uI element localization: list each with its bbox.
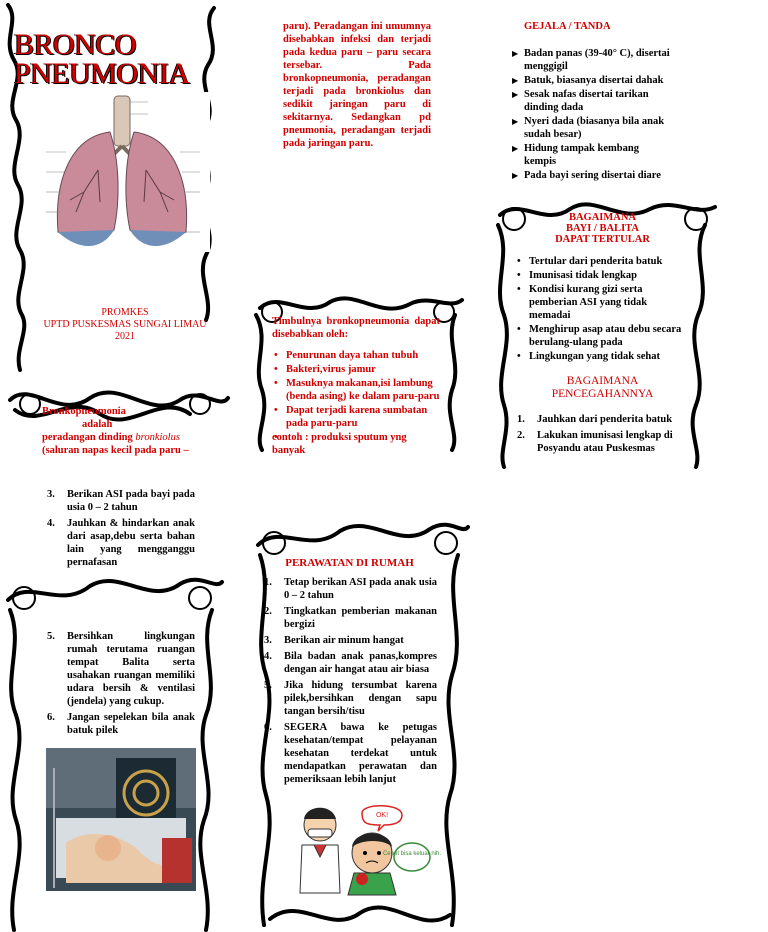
cartoon-bubble-2: Cepet bisa keluar nih. bbox=[382, 851, 442, 857]
symptoms-heading: GEJALA / TANDA bbox=[524, 21, 611, 32]
causes-panel bbox=[272, 315, 440, 458]
organization-block bbox=[40, 307, 210, 343]
definition-term: Bronkopneumonia bbox=[42, 406, 126, 417]
sick-child-photo bbox=[46, 748, 196, 891]
cover-panel bbox=[0, 0, 230, 456]
cause-item: • contoh : produksi sputum yng banyak bbox=[272, 431, 440, 457]
home-care-item: 2. Tingkatkan pemberian makanan bergizi bbox=[264, 606, 437, 630]
org-line-2: UPTD PUSKESMAS SUNGAI LIMAU bbox=[43, 319, 207, 330]
cause-item: • Bakteri,virus jamur bbox=[272, 363, 440, 376]
infection-item: • Menghirup asap atau debu secara berulang-ulang pada bbox=[515, 323, 690, 349]
infection-item: • Lingkungan yang tidak sehat bbox=[515, 350, 690, 363]
prevention-heading-2: PENCEGAHANNYA bbox=[551, 388, 654, 400]
symptoms-panel bbox=[510, 20, 670, 183]
prevention-heading-1: BAGAIMANA bbox=[566, 375, 639, 387]
definition-intro-e: (saluran napas kecil pada paru – bbox=[42, 445, 189, 456]
symptom-item: ▶ Pada bayi sering disertai diare bbox=[510, 169, 670, 182]
prevention-heading bbox=[515, 375, 690, 401]
home-care-item: 5. Jika hidung tersumbat karena pilek,bersihkan dengan sapu tangan bersih/tisu bbox=[264, 680, 437, 717]
definition-panel bbox=[283, 20, 431, 150]
prevention-item: 6. Jangan sepelekan bila anak batuk pilek bbox=[47, 712, 195, 736]
home-care-item: 1. Tetap berikan ASI pada anak usia 0 – 2 tahun bbox=[264, 577, 437, 601]
infection-item: • Kondisi kurang gizi serta pemberian ASI yang tidak memadai bbox=[515, 283, 690, 322]
infection-heading-2: BAYI / BALITA bbox=[566, 223, 639, 234]
home-care-panel bbox=[262, 557, 437, 789]
definition-intro-c: peradangan dinding bbox=[42, 432, 133, 443]
prevention-list-c bbox=[45, 630, 195, 737]
infection-item: • Imunisasi tidak lengkap bbox=[515, 269, 690, 282]
prevention-item: 3. Berikan ASI pada bayi pada usia 0 – 2 tahun bbox=[47, 489, 195, 513]
symptom-item: ▶ Nyeri dada (biasanya bila anak sudah besar) bbox=[510, 115, 670, 141]
infection-heading bbox=[515, 212, 690, 245]
prevention-item: 5. Bersihkan lingkungan rumah terutama ruangan tempat Balita serta usahakan ruangan memiliki udara bersih & ventilasi (jendela) yang cukup. bbox=[47, 631, 195, 707]
definition-continued: paru). Peradangan ini umumnya disebabkan infeksi dan terjadi pada kedua paru – paru secara tersebar. Pada bronkopneumonia, peradangan terjadi pada bronkiolus dan sedikit jaringan paru di sekitarnya. Sedangkan pd pneumonia, peradangan terjadi pada jaringan paru. bbox=[283, 21, 431, 149]
symptom-item: ▶ Hidung tampak kembang kempis bbox=[510, 142, 670, 168]
definition-intro bbox=[42, 405, 192, 457]
causes-list bbox=[272, 349, 440, 457]
symptoms-list bbox=[510, 47, 670, 182]
home-care-item: 6. SEGERA bawa ke petugas kesehatan/tempat pelayanan kesehatan terdekat untuk mendapatkan perawatan dan pemeriksaan lebih lanjut bbox=[264, 722, 437, 785]
symptom-item: ▶ Sesak nafas disertai tarikan dinding dada bbox=[510, 88, 670, 114]
infection-list bbox=[515, 255, 690, 363]
home-care-heading: PERAWATAN DI RUMAH bbox=[285, 557, 414, 569]
infection-panel bbox=[515, 212, 690, 458]
prevention-item: 4. Jauhkan & hindarkan anak dari asap,debu serta bahan lain yang mengganggu pernafasan bbox=[47, 518, 195, 568]
prevention-final-panel bbox=[45, 630, 195, 740]
doctor-child-cartoon bbox=[292, 795, 442, 895]
lungs-illustration bbox=[40, 92, 210, 252]
infection-heading-3: DAPAT TERTULAR bbox=[555, 234, 650, 245]
prevention-continued-panel bbox=[45, 488, 195, 572]
brochure-title bbox=[14, 30, 190, 88]
causes-heading: Timbulnya bronkopneumonia dapat disebabkan oleh: bbox=[272, 316, 440, 340]
cause-item: • Dapat terjadi karena sumbatan pada paru-paru bbox=[272, 404, 440, 430]
infection-heading-1: BAGAIMANA bbox=[568, 212, 637, 223]
home-care-item: 3. Berikan air minum hangat bbox=[264, 635, 404, 646]
prevention-list-b bbox=[45, 488, 195, 569]
prevention-list-a bbox=[515, 413, 690, 455]
prevention-item: 2. Lakukan imunisasi lengkap di Posyandu atau Puskesmas bbox=[517, 430, 673, 454]
definition-intro-d: bronkiolus bbox=[135, 432, 180, 443]
cartoon-bubble-1: OK! bbox=[375, 812, 389, 819]
home-care-list bbox=[262, 576, 437, 786]
cause-item: • Penurunan daya tahan tubuh bbox=[272, 349, 440, 362]
title-line-1: BRONCO bbox=[14, 28, 137, 61]
cause-item: • Masuknya makanan,isi lambung (benda asing) ke dalam paru-paru bbox=[272, 377, 440, 403]
title-line-2: PNEUMONIA bbox=[14, 57, 190, 90]
home-care-item: 4. Bila badan anak panas,kompres dengan air hangat atau air biasa bbox=[264, 651, 437, 675]
symptom-item: ▶ Batuk, biasanya disertai dahak bbox=[510, 74, 670, 87]
infection-item: • Tertular dari penderita batuk bbox=[515, 255, 690, 268]
org-line-3: 2021 bbox=[115, 331, 135, 342]
symptom-item: ▶ Badan panas (39-40° C), disertai menggigil bbox=[510, 47, 670, 73]
org-line-1: PROMKES bbox=[101, 307, 149, 318]
prevention-item: 1. Jauhkan dari penderita batuk bbox=[517, 414, 673, 425]
definition-verb: adalah bbox=[82, 419, 113, 430]
